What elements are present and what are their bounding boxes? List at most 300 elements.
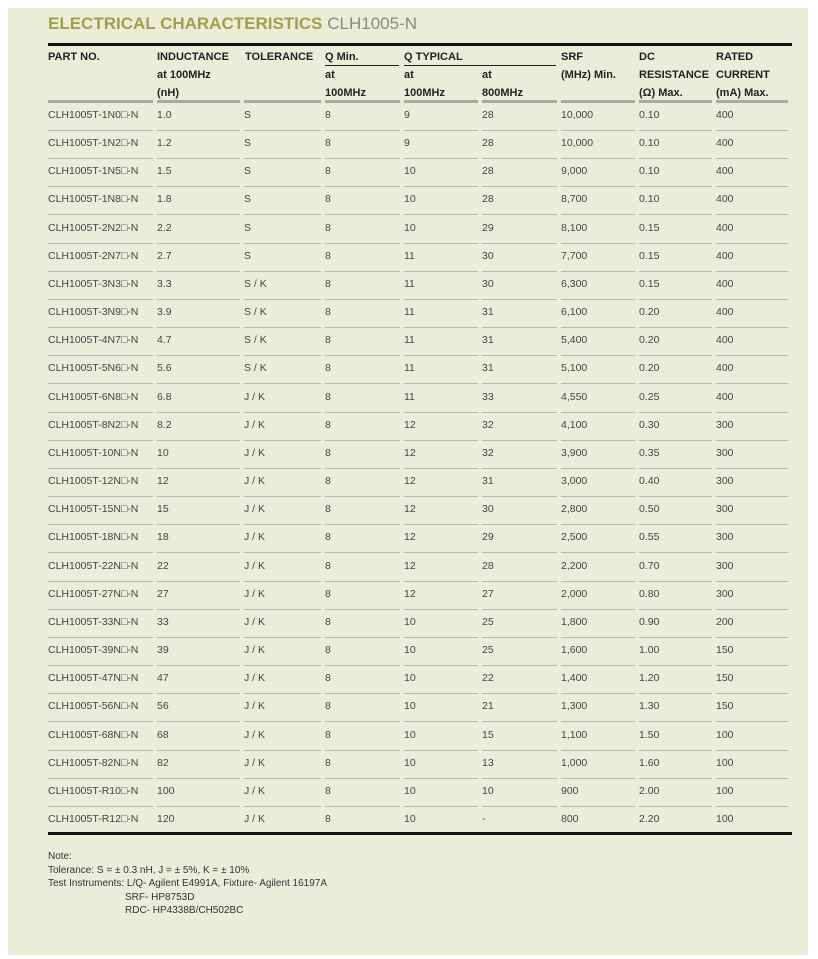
row-separator	[48, 721, 153, 722]
cell-inductance: 33	[157, 615, 169, 628]
row-separator	[716, 412, 788, 413]
row-separator	[404, 750, 478, 751]
row-separator	[48, 806, 153, 807]
row-separator	[404, 327, 478, 328]
cell-q-typ-100: 9	[404, 109, 410, 121]
cell-q-typ-800: 25	[482, 644, 494, 657]
header-qtyp100-freq: 100MHz	[404, 87, 445, 99]
cell-q-min: 8	[325, 813, 331, 825]
row-separator	[639, 299, 712, 300]
cell-q-typ-100: 12	[404, 587, 416, 600]
cell-q-typ-800: 31	[482, 306, 494, 319]
row-separator	[404, 665, 478, 666]
cell-srf: 2,800	[561, 503, 588, 516]
row-separator	[48, 693, 153, 694]
cell-srf: 6,100	[561, 306, 588, 319]
row-separator	[561, 243, 635, 244]
cell-part-no: CLH1005T-3N3□-N	[48, 277, 139, 290]
cell-q-typ-100: 11	[404, 277, 415, 290]
cell-q-typ-800: 33	[482, 390, 494, 403]
cell-q-typ-800: 31	[482, 334, 494, 347]
row-separator	[561, 355, 635, 356]
row-separator	[716, 440, 788, 441]
cell-srf: 1,400	[561, 672, 588, 685]
cell-tolerance: S	[244, 193, 252, 206]
row-separator	[404, 130, 478, 131]
cell-inductance: 82	[157, 756, 169, 769]
row-separator	[48, 665, 153, 666]
row-separator	[157, 637, 240, 638]
row-separator	[157, 693, 240, 694]
row-separator	[48, 496, 153, 497]
cell-dc-resistance: 1.30	[639, 700, 660, 713]
row-separator	[48, 778, 153, 779]
header-srf-unit: (MHz) Min.	[561, 69, 616, 81]
row-separator	[157, 327, 240, 328]
row-separator	[639, 271, 712, 272]
cell-q-typ-800: 28	[482, 165, 494, 178]
header-qmin: Q Min.	[325, 51, 359, 63]
row-separator	[244, 524, 321, 525]
cell-part-no: CLH1005T-R10□-N	[48, 784, 139, 797]
row-separator	[561, 665, 635, 666]
cell-q-typ-100: 11	[404, 249, 415, 262]
cell-srf: 1,300	[561, 700, 588, 713]
row-separator	[325, 693, 400, 694]
row-separator	[325, 130, 400, 131]
row-separator	[716, 693, 788, 694]
row-separator	[561, 271, 635, 272]
row-separator	[48, 552, 153, 553]
cell-rated-current: 400	[716, 306, 734, 319]
row-separator	[639, 383, 712, 384]
row-separator	[244, 327, 321, 328]
cell-tolerance: J / K	[244, 503, 266, 516]
row-separator	[561, 383, 635, 384]
row-separator	[244, 468, 321, 469]
row-separator	[639, 468, 712, 469]
cell-q-min: 8	[325, 165, 331, 178]
row-separator	[325, 271, 400, 272]
cell-inductance: 1.5	[157, 165, 172, 178]
cell-part-no: CLH1005T-6N8□-N	[48, 390, 139, 403]
row-separator	[325, 496, 400, 497]
row-separator	[48, 637, 153, 638]
row-separator	[639, 806, 712, 807]
row-separator	[48, 440, 153, 441]
cell-inductance: 8.2	[157, 418, 172, 431]
row-separator	[639, 552, 712, 553]
row-separator	[404, 383, 478, 384]
row-separator	[48, 581, 153, 582]
row-separator	[325, 552, 400, 553]
cell-q-typ-100: 10	[404, 165, 416, 178]
row-separator	[482, 637, 557, 638]
row-separator	[639, 721, 712, 722]
row-separator	[157, 552, 240, 553]
row-separator	[244, 440, 321, 441]
row-separator	[404, 158, 478, 159]
row-separator	[244, 750, 321, 751]
cell-part-no: CLH1005T-4N7□-N	[48, 334, 139, 347]
cell-q-typ-100: 9	[404, 137, 410, 150]
row-separator	[404, 721, 478, 722]
cell-tolerance: J / K	[244, 728, 266, 741]
row-separator	[716, 243, 788, 244]
row-separator	[482, 412, 557, 413]
cell-dc-resistance: 1.60	[639, 756, 660, 769]
row-separator	[716, 271, 788, 272]
row-separator	[48, 355, 153, 356]
cell-rated-current: 150	[716, 644, 734, 657]
cell-q-min: 8	[325, 446, 331, 459]
cell-rated-current: 300	[716, 475, 734, 488]
row-separator	[404, 806, 478, 807]
cell-inductance: 47	[157, 672, 169, 685]
cell-rated-current: 400	[716, 249, 734, 262]
cell-q-typ-800: 32	[482, 446, 494, 459]
row-separator	[716, 665, 788, 666]
row-separator	[561, 440, 635, 441]
row-separator	[561, 524, 635, 525]
note-srf: SRF- HP8753D	[125, 891, 195, 903]
row-separator	[157, 130, 240, 131]
row-separator	[639, 609, 712, 610]
cell-tolerance: J / K	[244, 644, 266, 657]
row-separator	[244, 637, 321, 638]
cell-srf: 1,800	[561, 615, 588, 628]
row-separator	[639, 158, 712, 159]
row-separator	[716, 158, 788, 159]
row-separator	[404, 214, 478, 215]
cell-part-no: CLH1005T-1N5□-N	[48, 165, 139, 178]
row-separator	[639, 412, 712, 413]
row-separator	[404, 581, 478, 582]
row-separator	[325, 214, 400, 215]
cell-dc-resistance: 2.00	[639, 784, 660, 797]
cell-dc-resistance: 0.20	[639, 362, 660, 375]
row-separator	[482, 186, 557, 187]
row-separator	[157, 186, 240, 187]
cell-q-min: 8	[325, 644, 331, 657]
cell-q-min: 8	[325, 390, 331, 403]
cell-part-no: CLH1005T-8N2□-N	[48, 418, 139, 431]
row-separator	[157, 750, 240, 751]
header-qtypical: Q TYPICAL	[404, 51, 463, 63]
row-separator	[325, 721, 400, 722]
cell-dc-resistance: 0.35	[639, 446, 660, 459]
row-separator	[716, 524, 788, 525]
row-separator	[157, 778, 240, 779]
cell-tolerance: S / K	[244, 277, 267, 290]
cell-rated-current: 200	[716, 615, 734, 628]
row-separator	[157, 355, 240, 356]
cell-part-no: CLH1005T-22N□-N	[48, 559, 139, 572]
row-separator	[561, 214, 635, 215]
cell-rated-current: 300	[716, 531, 734, 544]
row-separator	[561, 468, 635, 469]
row-separator	[639, 327, 712, 328]
header-current: CURRENT	[716, 69, 770, 81]
cell-q-min: 8	[325, 756, 331, 769]
row-separator	[639, 581, 712, 582]
cell-tolerance: S / K	[244, 334, 267, 347]
row-separator	[561, 299, 635, 300]
row-separator	[716, 468, 788, 469]
header-qtyp100-at: at	[404, 69, 414, 81]
cell-part-no: CLH1005T-2N7□-N	[48, 249, 139, 262]
cell-part-no: CLH1005T-47N□-N	[48, 672, 139, 685]
header-inductance: INDUCTANCE	[157, 51, 229, 63]
row-separator	[157, 581, 240, 582]
cell-tolerance: J / K	[244, 390, 266, 403]
cell-inductance: 15	[157, 503, 169, 516]
row-separator	[157, 412, 240, 413]
row-separator	[639, 778, 712, 779]
cell-q-typ-100: 12	[404, 418, 416, 431]
cell-rated-current: 400	[716, 137, 734, 150]
row-separator	[482, 440, 557, 441]
row-separator	[157, 243, 240, 244]
title-sub: CLH1005-N	[327, 14, 418, 33]
row-separator	[561, 327, 635, 328]
cell-dc-resistance: 1.00	[639, 644, 660, 657]
row-separator	[561, 721, 635, 722]
cell-part-no: CLH1005T-5N6□-N	[48, 362, 139, 375]
row-separator	[325, 468, 400, 469]
cell-srf: 8,700	[561, 193, 588, 206]
cell-rated-current: 400	[716, 109, 734, 121]
cell-dc-resistance: 0.20	[639, 334, 660, 347]
cell-rated-current: 400	[716, 193, 734, 206]
row-separator	[157, 721, 240, 722]
cell-inductance: 4.7	[157, 334, 172, 347]
header-separator	[482, 100, 557, 103]
row-separator	[561, 778, 635, 779]
header-separator	[48, 100, 153, 103]
row-separator	[482, 383, 557, 384]
row-separator	[325, 524, 400, 525]
cell-srf: 900	[561, 784, 579, 797]
cell-inductance: 27	[157, 587, 169, 600]
row-separator	[716, 214, 788, 215]
cell-q-min: 8	[325, 277, 331, 290]
cell-inductance: 10	[157, 446, 169, 459]
cell-srf: 8,100	[561, 221, 588, 234]
row-separator	[157, 524, 240, 525]
cell-q-min: 8	[325, 109, 331, 121]
cell-q-typ-100: 10	[404, 221, 416, 234]
row-separator	[244, 552, 321, 553]
cell-q-typ-100: 10	[404, 784, 416, 797]
cell-rated-current: 400	[716, 362, 734, 375]
cell-srf: 800	[561, 813, 579, 825]
cell-rated-current: 150	[716, 700, 734, 713]
row-separator	[561, 637, 635, 638]
cell-q-typ-100: 10	[404, 193, 416, 206]
cell-q-min: 8	[325, 728, 331, 741]
cell-q-min: 8	[325, 362, 331, 375]
cell-q-min: 8	[325, 672, 331, 685]
row-separator	[482, 609, 557, 610]
header-separator	[325, 100, 400, 103]
cell-srf: 2,500	[561, 531, 588, 544]
cell-inductance: 5.6	[157, 362, 172, 375]
row-separator	[639, 637, 712, 638]
cell-q-typ-100: 10	[404, 672, 416, 685]
row-separator	[716, 750, 788, 751]
cell-dc-resistance: 0.10	[639, 165, 660, 178]
cell-tolerance: J / K	[244, 784, 266, 797]
row-separator	[325, 243, 400, 244]
row-separator	[157, 665, 240, 666]
cell-dc-resistance: 0.40	[639, 475, 660, 488]
row-separator	[244, 721, 321, 722]
cell-part-no: CLH1005T-10N□-N	[48, 446, 139, 459]
row-separator	[404, 355, 478, 356]
cell-inductance: 18	[157, 531, 169, 544]
row-separator	[561, 806, 635, 807]
cell-tolerance: J / K	[244, 446, 266, 459]
row-separator	[404, 609, 478, 610]
cell-q-min: 8	[325, 193, 331, 206]
row-separator	[716, 186, 788, 187]
row-separator	[482, 327, 557, 328]
cell-inductance: 2.7	[157, 249, 172, 262]
cell-rated-current: 400	[716, 334, 734, 347]
cell-part-no: CLH1005T-R12□-N	[48, 813, 139, 825]
header-qtyp800-freq: 800MHz	[482, 87, 523, 99]
row-separator	[404, 552, 478, 553]
cell-tolerance: S	[244, 165, 252, 178]
cell-q-min: 8	[325, 334, 331, 347]
row-separator	[157, 440, 240, 441]
cell-inductance: 68	[157, 728, 169, 741]
cell-tolerance: J / K	[244, 559, 266, 572]
header-inductance-unit: (nH)	[157, 87, 179, 99]
header-separator	[561, 100, 635, 103]
cell-q-min: 8	[325, 249, 331, 262]
cell-q-typ-100: 12	[404, 446, 416, 459]
row-separator	[157, 496, 240, 497]
row-separator	[716, 581, 788, 582]
cell-q-typ-100: 10	[404, 615, 416, 628]
row-separator	[325, 637, 400, 638]
cell-q-typ-800: 28	[482, 193, 494, 206]
row-separator	[244, 186, 321, 187]
cell-q-typ-100: 12	[404, 531, 416, 544]
row-separator	[561, 609, 635, 610]
row-separator	[482, 693, 557, 694]
cell-part-no: CLH1005T-33N□-N	[48, 615, 139, 628]
row-separator	[404, 468, 478, 469]
cell-tolerance: S	[244, 221, 252, 234]
cell-tolerance: S	[244, 109, 252, 121]
row-separator	[48, 468, 153, 469]
header-part-no: PART NO.	[48, 51, 100, 63]
row-separator	[404, 524, 478, 525]
cell-part-no: CLH1005T-3N9□-N	[48, 306, 139, 319]
cell-part-no: CLH1005T-56N□-N	[48, 700, 139, 713]
cell-rated-current: 300	[716, 503, 734, 516]
row-separator	[716, 299, 788, 300]
cell-srf: 1,000	[561, 756, 588, 769]
cell-srf: 6,300	[561, 277, 588, 290]
row-separator	[48, 524, 153, 525]
row-separator	[244, 355, 321, 356]
row-separator	[639, 214, 712, 215]
row-separator	[482, 581, 557, 582]
header-separator	[639, 100, 712, 103]
row-separator	[639, 665, 712, 666]
header-resistance-unit: (Ω) Max.	[639, 87, 683, 99]
cell-part-no: CLH1005T-12N□-N	[48, 475, 139, 488]
cell-q-typ-100: 12	[404, 475, 416, 488]
cell-inductance: 100	[157, 784, 175, 797]
row-separator	[404, 299, 478, 300]
cell-tolerance: J / K	[244, 475, 266, 488]
note-tolerance: Tolerance: S = ± 0.3 nH, J = ± 5%, K = ± 10%	[48, 864, 250, 876]
cell-q-min: 8	[325, 784, 331, 797]
table-top-rule	[48, 43, 792, 46]
row-separator	[639, 243, 712, 244]
cell-q-typ-100: 11	[404, 362, 415, 375]
row-separator	[244, 412, 321, 413]
row-separator	[561, 158, 635, 159]
cell-q-min: 8	[325, 587, 331, 600]
title-main: ELECTRICAL CHARACTERISTICS	[48, 14, 323, 33]
row-separator	[48, 158, 153, 159]
cell-srf: 1,100	[561, 728, 588, 741]
cell-dc-resistance: 0.25	[639, 390, 660, 403]
cell-dc-resistance: 1.20	[639, 672, 660, 685]
header-rated: RATED	[716, 51, 754, 63]
row-separator	[482, 271, 557, 272]
cell-q-typ-800: 29	[482, 531, 494, 544]
cell-part-no: CLH1005T-15N□-N	[48, 503, 139, 516]
header-resistance: RESISTANCE	[639, 69, 710, 81]
row-separator	[244, 243, 321, 244]
cell-q-typ-100: 10	[404, 644, 416, 657]
cell-inductance: 1.0	[157, 109, 172, 121]
cell-part-no: CLH1005T-82N□-N	[48, 756, 139, 769]
row-separator	[48, 327, 153, 328]
cell-inductance: 1.8	[157, 193, 172, 206]
cell-srf: 4,100	[561, 418, 588, 431]
row-separator	[482, 721, 557, 722]
cell-tolerance: S	[244, 137, 252, 150]
cell-q-min: 8	[325, 559, 331, 572]
cell-rated-current: 300	[716, 587, 734, 600]
row-separator	[48, 130, 153, 131]
cell-q-typ-800: 28	[482, 559, 494, 572]
row-separator	[404, 271, 478, 272]
cell-part-no: CLH1005T-1N8□-N	[48, 193, 139, 206]
qmin-underline	[325, 65, 399, 66]
row-separator	[244, 130, 321, 131]
header-separator	[157, 100, 240, 103]
row-separator	[482, 158, 557, 159]
cell-rated-current: 400	[716, 165, 734, 178]
cell-rated-current: 400	[716, 221, 734, 234]
cell-inductance: 22	[157, 559, 169, 572]
cell-q-typ-800: 31	[482, 475, 494, 488]
cell-srf: 3,900	[561, 446, 588, 459]
cell-q-typ-800: 10	[482, 784, 494, 797]
row-separator	[48, 299, 153, 300]
row-separator	[48, 186, 153, 187]
row-separator	[48, 214, 153, 215]
